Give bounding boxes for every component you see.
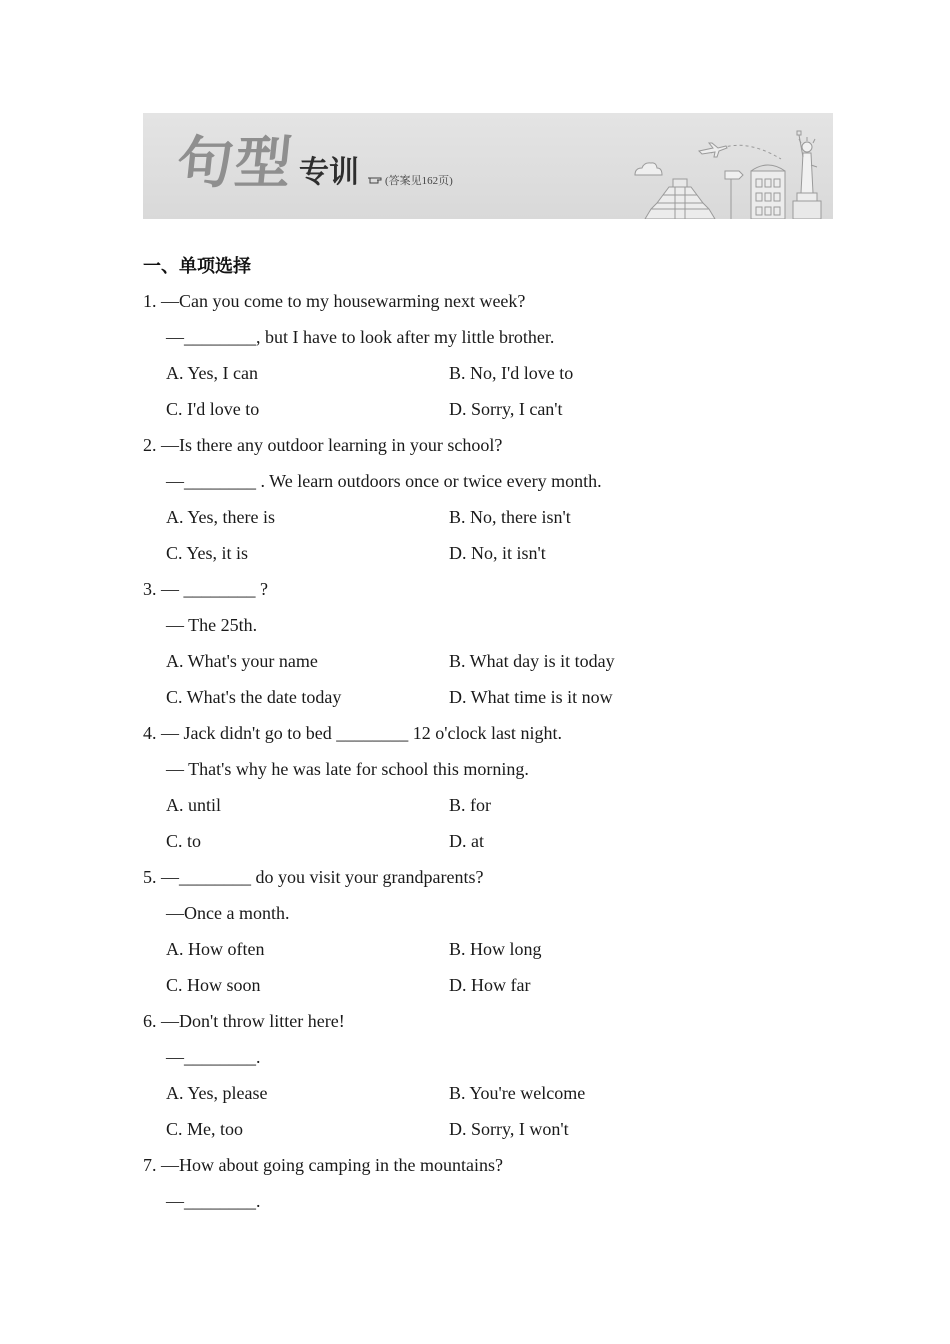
question-3-prompt: 3. — ________ ? xyxy=(143,579,268,599)
question-1-option-b: B. No, I'd love to xyxy=(449,363,574,383)
answer-note-text: (答案见162页) xyxy=(385,175,453,187)
question-5-options-row-1 xyxy=(143,931,843,967)
question-1-option-a: A. Yes, I can xyxy=(166,363,258,383)
question-6-reply: —________. xyxy=(166,1047,261,1067)
question-1-prompt: 1. —Can you come to my housewarming next week? xyxy=(143,291,526,311)
question-1-options-row-2 xyxy=(143,391,843,427)
question-6-option-a: A. Yes, please xyxy=(166,1083,268,1103)
question-7-reply: —________. xyxy=(166,1191,261,1211)
question-2-reply: —________ . We learn outdoors once or twice every month. xyxy=(166,471,602,491)
question-2-prompt: 2. —Is there any outdoor learning in your school? xyxy=(143,435,503,455)
question-7-prompt: 7. —How about going camping in the mountains? xyxy=(143,1155,503,1175)
header-banner xyxy=(143,113,833,219)
banner-title-big: 句型 xyxy=(173,131,297,196)
question-3-option-c: C. What's the date today xyxy=(166,687,342,707)
question-6-option-b: B. You're welcome xyxy=(449,1083,586,1103)
question-1-option-c: C. I'd love to xyxy=(166,399,260,419)
question-3-option-a: A. What's your name xyxy=(166,651,318,671)
question-2-option-c: C. Yes, it is xyxy=(166,543,249,563)
section-heading: 一、单项选择 xyxy=(143,256,251,277)
question-4-options-row-2 xyxy=(143,823,843,859)
question-3-options-row-1 xyxy=(143,643,843,679)
question-5-option-d: D. How far xyxy=(449,975,531,995)
question-2-option-d: D. No, it isn't xyxy=(449,543,546,563)
banner-title-small: 专训 xyxy=(299,155,359,190)
question-4-option-c: C. to xyxy=(166,831,202,851)
question-1-options-row-1 xyxy=(143,355,843,391)
question-1-reply: —________, but I have to look after my little brother. xyxy=(166,327,555,347)
question-6-options-row-2 xyxy=(143,1111,843,1147)
question-4-option-d: D. at xyxy=(449,831,484,851)
question-3-option-b: B. What day is it today xyxy=(449,651,615,671)
question-2-options-row-2 xyxy=(143,535,843,571)
question-2-option-b: B. No, there isn't xyxy=(449,507,571,527)
question-3-options-row-2 xyxy=(143,679,843,715)
question-6-options-row-1 xyxy=(143,1075,843,1111)
question-4-option-a: A. until xyxy=(166,795,222,815)
question-3-reply: — The 25th. xyxy=(166,615,258,635)
question-3-option-d: D. What time is it now xyxy=(449,687,613,707)
question-4-options-row-1 xyxy=(143,787,843,823)
question-list xyxy=(143,283,843,1219)
question-5-option-a: A. How often xyxy=(166,939,265,959)
travel-landmarks-illustration xyxy=(633,113,833,219)
pointing-hand-icon xyxy=(367,175,383,185)
banner-title xyxy=(173,131,453,197)
question-6-prompt: 6. —Don't throw litter here! xyxy=(143,1011,345,1031)
question-6-option-c: C. Me, too xyxy=(166,1119,244,1139)
question-4-reply: — That's why he was late for school this morning. xyxy=(166,759,529,779)
question-5-prompt: 5. —________ do you visit your grandparents? xyxy=(143,867,484,887)
answer-note xyxy=(367,172,453,188)
question-5-option-b: B. How long xyxy=(449,939,542,959)
question-2-options-row-1 xyxy=(143,499,843,535)
question-2-option-a: A. Yes, there is xyxy=(166,507,276,527)
question-4-prompt: 4. — Jack didn't go to bed ________ 12 o'clock last night. xyxy=(143,723,562,743)
question-4-option-b: B. for xyxy=(449,795,491,815)
question-1-option-d: D. Sorry, I can't xyxy=(449,399,563,419)
question-6-option-d: D. Sorry, I won't xyxy=(449,1119,569,1139)
question-5-reply: —Once a month. xyxy=(166,903,290,923)
question-5-option-c: C. How soon xyxy=(166,975,261,995)
question-5-options-row-2 xyxy=(143,967,843,1003)
